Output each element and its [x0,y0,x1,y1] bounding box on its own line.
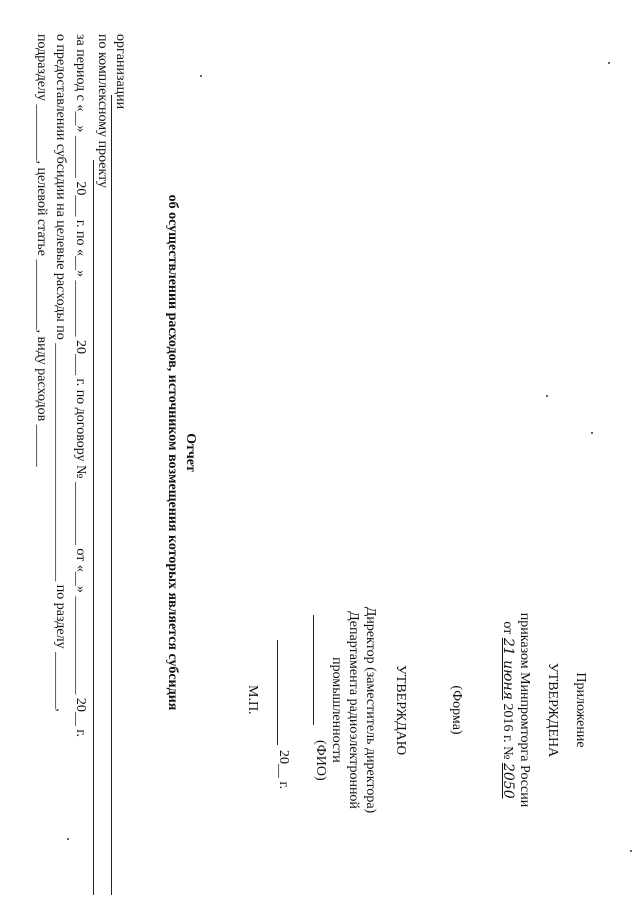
report-subtitle: об осуществлении расходов, источником возмещения которых является субсидия [165,194,180,711]
speck [546,395,548,397]
order-date-year: 2016 г. № [500,703,515,760]
handwritten-date: 21 июня [500,637,516,700]
speck [67,838,69,840]
subsection-line: подразделу ________, целевой статье __________, виду расходов ______ [34,34,49,467]
approver-title-3: промышленности [329,657,344,763]
handwritten-number: 2050 [500,762,516,799]
speck [608,62,610,64]
subsidy-line: о предоставлении субсидии на целевые расходы по __________________________________ по разделу ________, [53,34,68,712]
speck [200,75,202,77]
organization-line [111,95,112,895]
fio-label: (ФИО) [313,740,328,781]
speck [591,432,593,434]
form-label: (Форма) [449,685,464,735]
date-line [277,640,278,745]
order-date-prefix: от [500,621,515,635]
project-line [93,160,94,895]
order-date-line [499,560,516,860]
year-label: 20__ г. [276,750,291,790]
report-title: Отчет [183,433,198,472]
stamp-label: М.П. [245,685,260,715]
approver-title-2: Департамента радиоэлектронной [346,611,361,809]
approve-label: УТВЕРЖДАЮ [393,664,408,756]
approved-label: УТВЕРЖДЕНА [545,662,560,758]
project-label: по комплексному проекту [95,34,110,189]
period-line: за период с «__» ______ 20___ г. по «__» ________ 20___ г. по договору № _________ от «__» ______________ 20__ г. [73,34,88,737]
organization-label: организации [113,34,128,110]
order-line: приказом Минпромторга России [517,612,532,808]
speck [630,850,632,852]
appendix-label: Приложение [573,672,588,748]
approver-title-1: Директор (заместитель директора) [363,606,378,814]
signature-line [313,615,314,725]
